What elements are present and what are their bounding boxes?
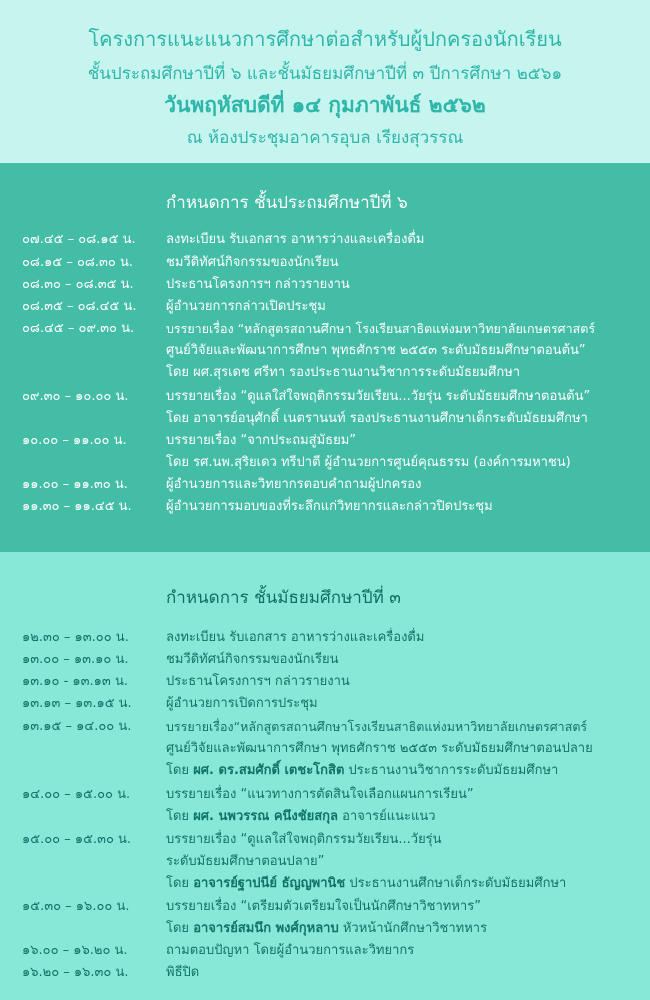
speaker-prefix: โดย (166, 876, 194, 891)
speaker-role: ประธานงานศึกษาเด็กระดับมัธยมศึกษา (345, 876, 567, 891)
speaker-prefix: โดย (166, 809, 194, 824)
event-venue: ณ ห้องประชุมอาคารอุบล เรียงสุวรรณ (186, 128, 464, 148)
time-slot: ๑๕.๐๐ – ๑๕.๓๐ น. (22, 832, 132, 847)
agenda-item: บรรยายเรื่อง “ดูแลใส่ใจพฤติกรรมวัยเรียน...วัยรุ่น (166, 832, 442, 847)
grade-level-subtitle: ชั้นประถมศึกษาปีที่ ๖ และชั้นมัธยมศึกษาปีที่ ๓ ปีการศึกษา ๒๕๖๑ (87, 64, 563, 84)
agenda-item: บรรยายเรื่อง “จากประถมสู่มัธยม” (166, 433, 357, 448)
time-slot: ๐๗.๔๕ – ๐๘.๑๕ น. (22, 232, 136, 247)
agenda-item: ผู้อำนวยการกล่าวเปิดประชุม (166, 299, 326, 314)
schedule-grade9-title: กำหนดการ ชั้นมัธยมศึกษาปีที่ ๓ (166, 588, 401, 608)
time-slot: ๑๑.๓๐ – ๑๑.๔๕ น. (22, 499, 132, 514)
time-slot: ๑๑.๐๐ – ๑๑.๓๐ น. (22, 477, 128, 492)
speaker-name: ผศ. นพวรรณ คนึงชัยสกุล (193, 809, 338, 824)
agenda-item: ชมวีดิทัศน์กิจกรรมของนักเรียน (166, 255, 339, 270)
speaker-line (166, 874, 566, 894)
time-slot: ๑๓.๑๐ - ๑๓.๑๓ น. (22, 674, 128, 689)
speaker-role: อาจารย์แนะแนว (337, 809, 436, 824)
time-slot: ๐๙.๓๐ – ๑๐.๐๐ น. (22, 389, 129, 404)
time-slot: ๐๘.๓๕ – ๐๘.๔๕ น. (22, 299, 137, 314)
speaker-role: ประธานงานวิชาการระดับมัธยมศึกษา (344, 763, 559, 778)
time-slot: ๐๘.๑๕ – ๐๘.๓๐ น. (22, 255, 134, 270)
agenda-item: ผู้อำนวยการเปิดการประชุม (166, 696, 318, 711)
time-slot: ๐๘.๓๐ – ๐๘.๓๕ น. (22, 277, 134, 292)
speaker-line: โดย อาจารย์อนุศักดิ์ เนตรานนท์ รองประธานงานศึกษาเด็กระดับมัธยมศึกษา (166, 411, 588, 426)
time-slot: ๑๕.๓๐ – ๑๖.๐๐ น. (22, 899, 130, 914)
time-slot: ๑๓.๑๕ – ๑๔.๐๐ น. (22, 719, 132, 734)
agenda-item: ลงทะเบียน รับเอกสาร อาหารว่างและเครื่องดื่ม (166, 232, 425, 247)
speaker-name: อาจารย์สมนึก พงศ์กุหลาบ (193, 921, 339, 936)
schedule-grade9 (0, 552, 650, 1000)
schedule-grade6 (0, 163, 650, 552)
time-slot: ๑๖.๐๐ – ๑๖.๒๐ น. (22, 943, 128, 958)
speaker-line: โดย รศ.นพ.สุริยเดว ทรีปาตี ผู้อำนวยการศูนย์คุณธรรม (องค์การมหาชน) (166, 455, 571, 470)
speaker-line (166, 919, 487, 939)
time-slot: ๐๘.๔๕ – ๐๙.๓๐ น. (22, 321, 135, 336)
agenda-item: บรรยายเรื่อง “เตรียมตัวเตรียมใจเป็นนักศึกษาวิชาทหาร” (166, 899, 481, 914)
time-slot: ๑๐.๐๐ – ๑๑.๐๐ น. (22, 433, 127, 448)
speaker-prefix: โดย (166, 763, 194, 778)
agenda-item: บรรยายเรื่อง“หลักสูตรสถานศึกษาโรงเรียนสาธิตแห่งมหาวิทยาลัยเกษตรศาสตร์ (166, 719, 588, 734)
agenda-item-continued: ระดับมัธยมศึกษาตอนปลาย” (166, 854, 325, 869)
agenda-item: ประธานโครงการฯ กล่าวรายงาน (166, 277, 350, 292)
agenda-item: ผู้อำนวยการและวิทยากรตอบคำถามผู้ปกครอง (166, 477, 422, 492)
speaker-line (166, 807, 436, 827)
time-slot: ๑๓.๑๓ – ๑๓.๑๕ น. (22, 696, 132, 711)
speaker-line (166, 761, 558, 781)
agenda-item: บรรยายเรื่อง “ดูแลใส่ใจพฤติกรรมวัยเรียน...วัยรุ่น ระดับมัธยมศึกษาตอนต้น” (166, 389, 591, 404)
agenda-item: บรรยายเรื่อง “หลักสูตรสถานศึกษา โรงเรียนสาธิตแห่งมหาวิทยาลัยเกษตรศาสตร์ (166, 321, 596, 336)
schedule-grade6-title: กำหนดการ ชั้นประถมศึกษาปีที่ ๖ (166, 193, 408, 213)
time-slot: ๑๔.๐๐ – ๑๕.๐๐ น. (22, 787, 131, 802)
event-date: วันพฤหัสบดีที่ ๑๔ กุมภาพันธ์ ๒๕๖๒ (164, 93, 486, 117)
speaker-line: โดย ผศ.สุรเดช ศรีทา รองประธานงานวิชาการระดับมัธยมศึกษา (166, 365, 521, 380)
agenda-item-continued: ศูนย์วิจัยและพัฒนาการศึกษา พุทธศักราช ๒๕๕๓ ระดับมัธยมศึกษาตอนต้น” (166, 343, 586, 358)
agenda-item: ประธานโครงการฯ กล่าวรายงาน (166, 674, 350, 689)
agenda-item: ผู้อำนวยการมอบของที่ระลึกแก่วิทยากรและกล่าวปิดประชุม (166, 499, 493, 514)
header-banner (0, 0, 650, 163)
speaker-role: หัวหน้านักศึกษาวิชาทหาร (338, 921, 488, 936)
agenda-item: พิธีปิด (166, 965, 200, 980)
time-slot: ๑๓.๐๐ – ๑๓.๑๐ น. (22, 652, 129, 667)
agenda-item-continued: ศูนย์วิจัยและพัฒนาการศึกษา พุทธศักราช ๒๕๕๓ ระดับมัธยมศึกษาตอนปลาย (166, 741, 593, 756)
speaker-prefix: โดย (166, 921, 194, 936)
agenda-item: ชมวีดิทัศน์กิจกรรมของนักเรียน (166, 652, 339, 667)
agenda-item: ลงทะเบียน รับเอกสาร อาหารว่างและเครื่องดื่ม (166, 630, 425, 645)
project-title: โครงการแนะแนวการศึกษาต่อสำหรับผู้ปกครองนักเรียน (88, 27, 562, 51)
time-slot: ๑๒.๓๐ – ๑๓.๐๐ น. (22, 630, 129, 645)
speaker-name: ผศ. ดร.สมศักดิ์ เตชะโกสิต (193, 763, 345, 778)
speaker-name: อาจารย์ฐาปนีย์ ธัญญพานิช (193, 876, 346, 891)
agenda-item: ถามตอบปัญหา โดยผู้อำนวยการและวิทยากร (166, 943, 415, 958)
agenda-item: บรรยายเรื่อง “แนวทางการตัดสินใจเลือกแผนการเรียน” (166, 787, 474, 802)
time-slot: ๑๖.๒๐ – ๑๖.๓๐ น. (22, 965, 129, 980)
